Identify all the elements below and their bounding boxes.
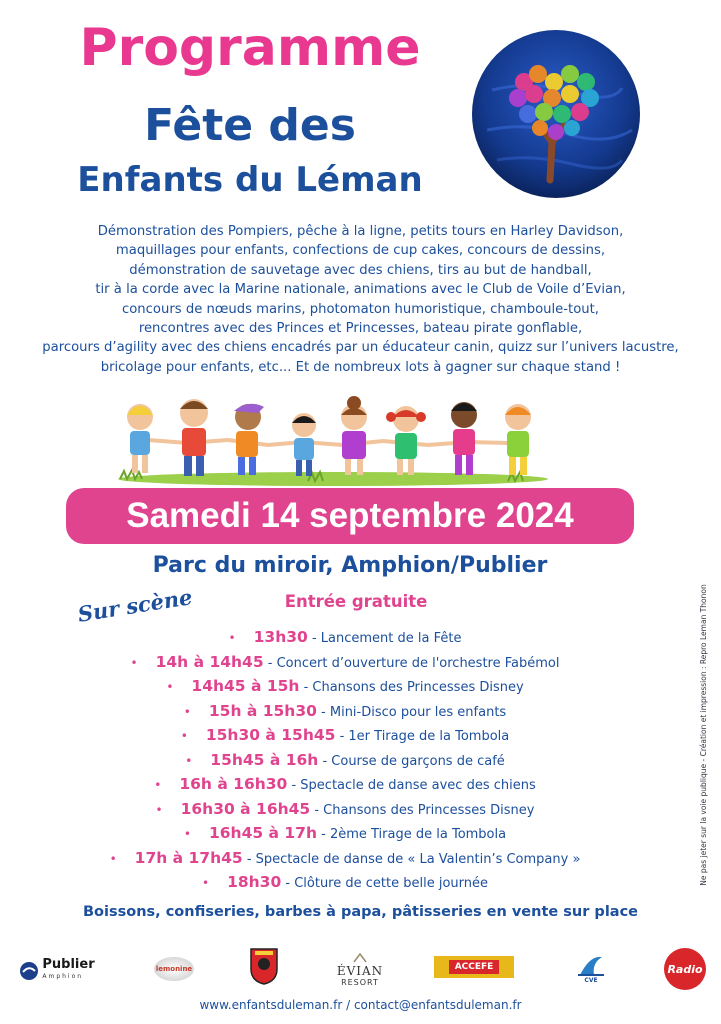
publier-logo-text: Publier bbox=[42, 957, 95, 972]
crest-icon bbox=[249, 947, 279, 985]
radio-logo-text: Radio bbox=[667, 962, 703, 976]
description-line: maquillages pour enfants, confections de cup cakes, concours de dessins, bbox=[115, 243, 606, 259]
publier-swirl-icon bbox=[19, 961, 39, 981]
title-enfants-du-leman: Enfants du Léman bbox=[77, 160, 423, 200]
bullet-icon: • bbox=[180, 729, 188, 743]
accefe-logo-text: ACCEFE bbox=[449, 960, 500, 974]
cve-logo-text: CVE bbox=[584, 976, 598, 984]
sponsor-logos bbox=[0, 940, 721, 1000]
evian-logo-text: ÉVIAN bbox=[336, 963, 384, 978]
bullet-icon: • bbox=[185, 753, 193, 768]
programme-time: 14h à 14h45 bbox=[155, 652, 264, 671]
programme-item bbox=[0, 674, 690, 699]
children-holding-hands-illustration bbox=[108, 395, 558, 487]
description-line: rencontres avec des Princes et Princesses, bateau pirate gonflable, bbox=[138, 321, 583, 337]
cve-logo bbox=[574, 950, 608, 986]
description-line: concours de nœuds marins, photomaton humoristique, chamboule-tout, bbox=[121, 301, 599, 317]
programme-item bbox=[0, 870, 690, 895]
programme-time: 15h à 15h30 bbox=[208, 701, 317, 720]
bullet-icon: • bbox=[166, 680, 174, 694]
title-fete-des: Fête des bbox=[144, 100, 356, 151]
print-credit-text: Ne pas jeter sur la voie publique - Création et impression : Repro Leman Thonon bbox=[699, 584, 708, 886]
event-date-banner: Samedi 14 septembre 2024 bbox=[66, 488, 634, 544]
programme-desc: - Spectacle de danse avec des chiens bbox=[287, 778, 536, 793]
description-line: bricolage pour enfants, etc... Et de nombreux lots à gagner sur chaque stand ! bbox=[100, 359, 621, 375]
sail-icon bbox=[576, 953, 606, 977]
programme-desc: - Chansons des Princesses Disney bbox=[310, 802, 535, 818]
programme-desc: - Chansons des Princesses Disney bbox=[299, 680, 524, 695]
programme-item bbox=[0, 821, 690, 846]
programme-list bbox=[0, 625, 690, 895]
programme-desc: - Course de garçons de café bbox=[318, 753, 505, 769]
programme-desc: - Mini-Disco pour les enfants bbox=[316, 704, 507, 720]
stage-heading: Sur scène bbox=[76, 584, 194, 627]
programme-desc: - 1er Tirage de la Tombola bbox=[335, 729, 510, 744]
bullet-icon: • bbox=[154, 778, 162, 792]
description-line: Démonstration des Pompiers, pêche à la ligne, petits tours en Harley Davidson, bbox=[97, 224, 624, 239]
programme-time: 16h à 16h30 bbox=[179, 775, 288, 793]
bullet-icon: • bbox=[130, 655, 138, 670]
programme-item bbox=[0, 797, 690, 822]
programme-time: 15h30 à 15h45 bbox=[205, 726, 336, 744]
refreshments-note: Boissons, confiseries, barbes à papa, pâtisseries en vente sur place bbox=[82, 904, 638, 920]
website-contact[interactable]: www.enfantsduleman.fr / contact@enfantsduleman.fr bbox=[199, 998, 522, 1012]
description-line: parcours d’agility avec des chiens encadrés par un éducateur canin, quizz sur l’univers lacustre, bbox=[42, 340, 679, 356]
accefe-logo bbox=[434, 956, 514, 978]
programme-desc: - Spectacle de danse de « La Valentin’s Company » bbox=[242, 851, 581, 867]
programme-time: 16h30 à 16h45 bbox=[180, 799, 311, 818]
programme-item bbox=[0, 846, 690, 871]
publier-logo bbox=[14, 954, 100, 988]
programme-item bbox=[0, 699, 690, 724]
programme-time: 13h30 bbox=[253, 628, 308, 646]
bullet-icon: • bbox=[109, 851, 117, 866]
print-credit bbox=[697, 565, 711, 905]
programme-time: 14h45 à 15h bbox=[191, 677, 300, 695]
programme-time: 16h45 à 17h bbox=[208, 824, 317, 842]
evian-crest-icon bbox=[352, 952, 368, 964]
amicale-crest-logo bbox=[248, 946, 280, 986]
radio-logo bbox=[664, 948, 706, 990]
event-location: Parc du miroir, Amphion/Publier bbox=[152, 553, 548, 578]
programme-item bbox=[0, 650, 690, 675]
evian-resort-logo bbox=[334, 946, 386, 992]
heart-tree-icon bbox=[472, 30, 640, 198]
description-line: démonstration de sauvetage avec des chiens, tirs au but de handball, bbox=[129, 262, 592, 278]
programme-item bbox=[0, 772, 690, 797]
programme-item bbox=[0, 723, 690, 748]
publier-logo-subtext: Amphion bbox=[42, 973, 84, 980]
programme-item bbox=[0, 748, 690, 773]
evian-logo-subtext: RESORT bbox=[341, 977, 379, 987]
programme-desc: - Clôture de cette belle journée bbox=[281, 876, 488, 891]
programme-desc: - Lancement de la Fête bbox=[307, 631, 462, 646]
bullet-icon: • bbox=[183, 704, 191, 719]
activities-description bbox=[10, 222, 711, 377]
programme-time: 15h45 à 16h bbox=[210, 750, 319, 769]
programme-desc: - Concert d’ouverture de l'orchestre Fabémol bbox=[263, 655, 560, 671]
bullet-icon: • bbox=[201, 876, 210, 890]
lemonine-logo bbox=[152, 954, 196, 984]
description-line: tir à la corde avec la Marine nationale, animations avec le Club de Voile d’Evian, bbox=[95, 282, 626, 298]
programme-time: 17h à 17h45 bbox=[134, 848, 243, 867]
programme-time: 18h30 bbox=[227, 873, 282, 891]
programme-desc: - 2ème Tirage de la Tombola bbox=[317, 827, 507, 842]
bullet-icon: • bbox=[155, 802, 163, 817]
programme-item bbox=[0, 625, 690, 650]
lemonine-logo-text: lemonine bbox=[154, 957, 194, 981]
bullet-icon: • bbox=[228, 631, 236, 645]
bullet-icon: • bbox=[183, 827, 191, 841]
entry-free: Entrée gratuite bbox=[284, 592, 428, 611]
title-programme: Programme bbox=[79, 18, 421, 78]
